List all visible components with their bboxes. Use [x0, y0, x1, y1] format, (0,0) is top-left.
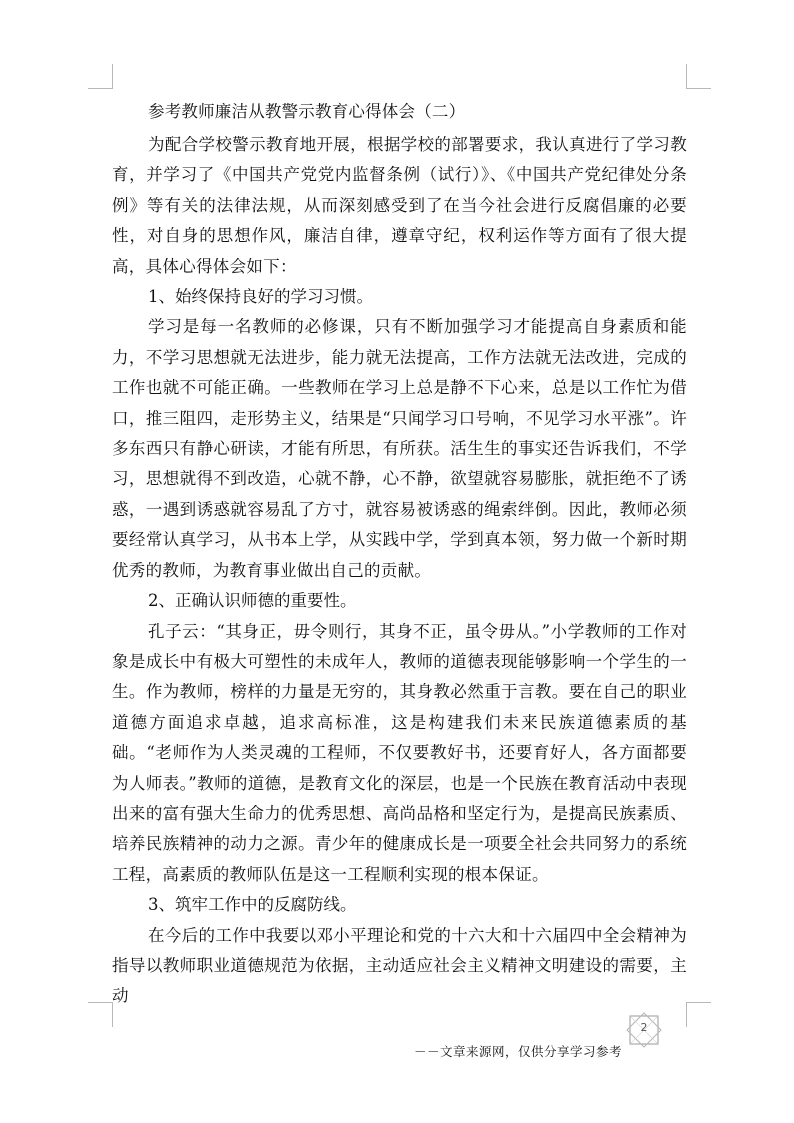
- footer-source-note: －－文章来源网，仅供分享学习参考: [414, 1044, 623, 1059]
- document-title: 参考教师廉洁从教警示教育心得体会（二）: [148, 102, 466, 121]
- paragraph-section-1: 学习是每一名教师的必修课，只有不断加强学习才能提高自身素质和能力，不学习思想就无法进步，能力就无法提高，工作方法就无法改进，完成的工作也就不可能正确。一些教师在学习上总是静不下心来，总是以工作忙为借口，推三阻四，走形势主义，结果是“只闻学习口号响，不见学习水平涨”。许多东西只有静心研读，才能有所思，有所获。活生生的事实还告诉我们，不学习，思想就得不到改造，心就不静，心不静，欲望就容易膨胀，就拒绝不了诱惑，一遇到诱惑就容易乱了方寸，就容易被诱惑的绳索绊倒。因此，教师必须要经常认真学习，从书本上学，从实践中学，学到真本领，努力做一个新时期优秀的教师，为教育事业做出自己的贡献。: [112, 317, 687, 580]
- paragraph-intro: 为配合学校警示教育地开展，根据学校的部署要求，我认真进行了学习教育，并学习了《中国共产党党内监督条例（试行）》、《中国共产党纪律处分条例》等有关的法律法规，从而深刻感受到了在当今社会进行反腐倡廉的必要性，对自身的思想作风，廉洁自律，遵章守纪，权利运作等方面有了很大提高，具体心得体会如下：: [112, 135, 687, 276]
- crop-mark-bottom-left: [88, 1002, 113, 1027]
- section-heading-3: 3、筑牢工作中的反腐防线。: [148, 895, 357, 915]
- page-number-badge: [626, 1012, 662, 1048]
- crop-mark-top-left: [88, 64, 113, 89]
- section-heading-2: 2、正确认识师德的重要性。: [148, 591, 357, 611]
- page-number: 2: [640, 1021, 648, 1034]
- document-body: [112, 96, 687, 1012]
- paragraph-section-3: 在今后的工作中我要以邓小平理论和党的十六大和十六届四中全会精神为指导以教师职业道德规范为依据，主动适应社会主义精神文明建设的需要，主动: [112, 925, 687, 1006]
- section-heading-1: 1、始终保持良好的学习习惯。: [148, 287, 373, 307]
- paragraph-section-2: 孔子云：“其身正，毋令则行，其身不正，虽令毋从。”小学教师的工作对象是成长中有极大可塑性的未成年人，教师的道德表现能够影响一个学生的一生。作为教师，榜样的力量是无穷的，其身教必然重于言教。要在自己的职业道德方面追求卓越，追求高标准，这是构建我们未来民族道德素质的基础。“老师作为人类灵魂的工程师，不仅要教好书，还要育好人，各方面都要为人师表。”教师的道德，是教育文化的深层，也是一个民族在教育活动中表现出来的富有强大生命力的优秀思想、高尚品格和坚定行为，是提高民族素质、培养民族精神的动力之源。青少年的健康成长是一项要全社会共同努力的系统工程，高素质的教师队伍是这一工程顺利实现的根本保证。: [112, 621, 687, 884]
- crop-mark-top-right: [686, 64, 711, 89]
- crop-mark-bottom-right: [686, 1002, 711, 1027]
